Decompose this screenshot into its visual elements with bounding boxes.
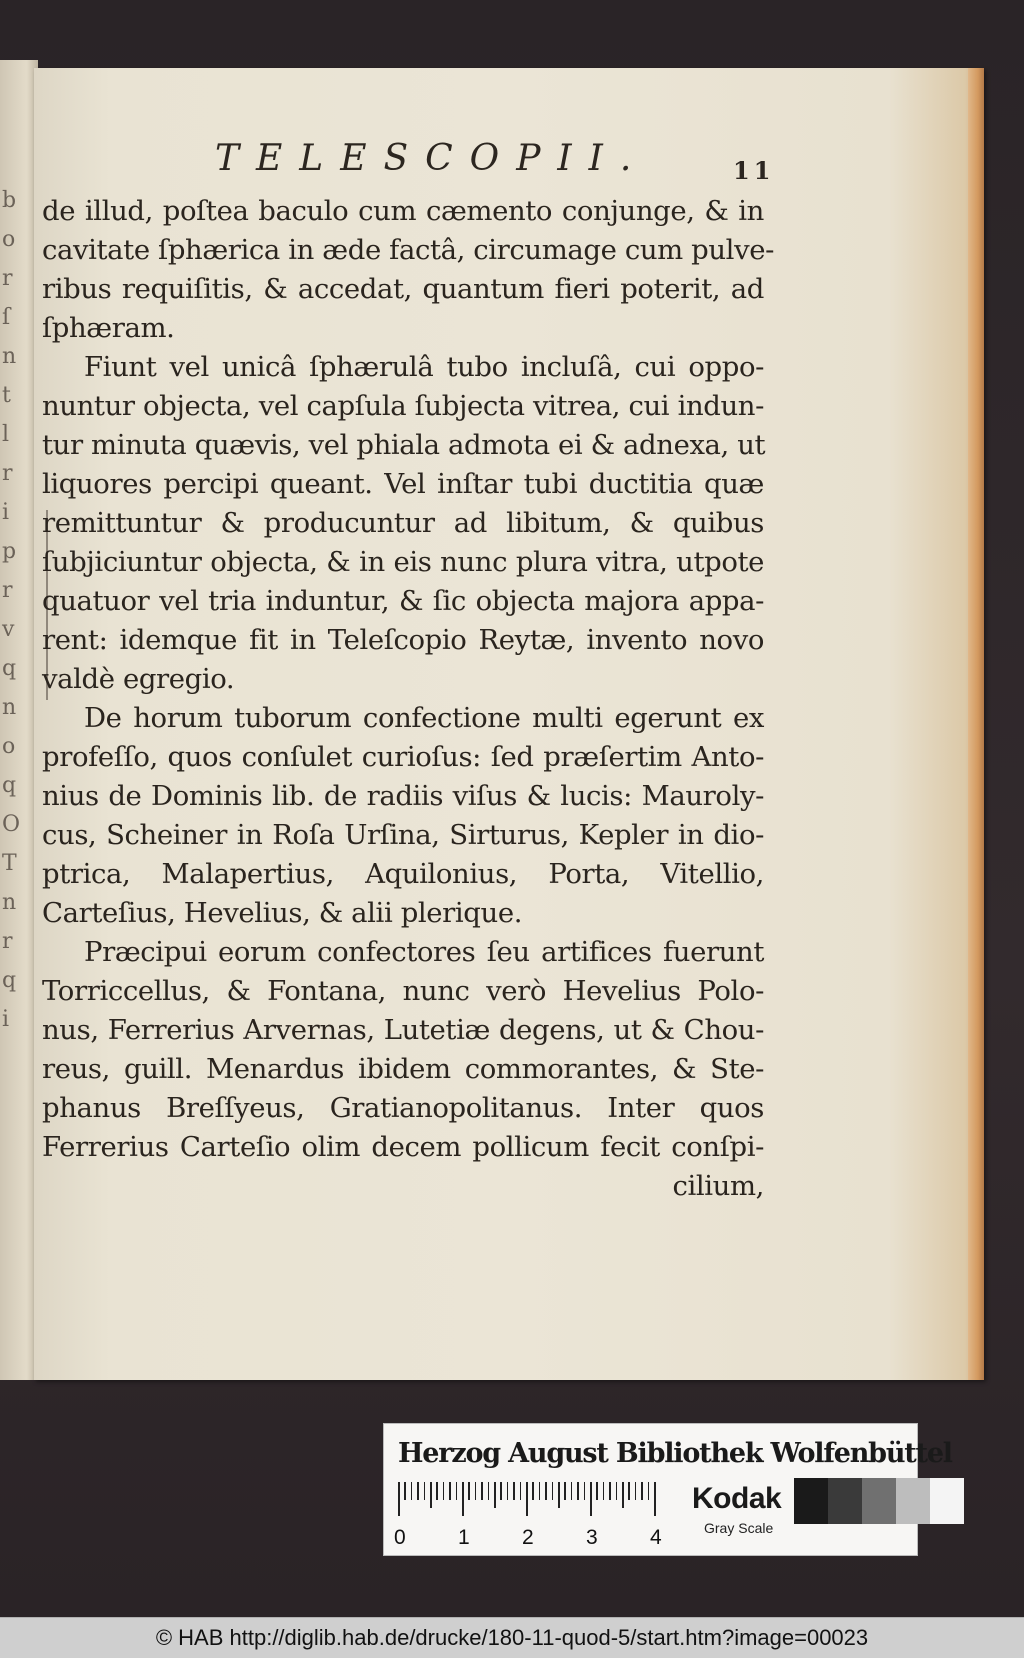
page-number: 11 — [733, 156, 775, 185]
ruler-tick — [539, 1482, 541, 1500]
ruler-tick — [456, 1482, 458, 1500]
text-line: profeſſo, quos conſulet curioſus: ſed præſertim Anto- — [42, 741, 764, 773]
gray-swatches — [794, 1478, 964, 1524]
ruler-tick — [628, 1482, 630, 1500]
page-edge — [968, 68, 984, 1380]
ruler-tick — [430, 1482, 432, 1508]
text-line: liquores percipi queant. Vel inſtar tubi ductitia quæ — [42, 468, 764, 500]
ruler-tick — [603, 1482, 605, 1500]
text-line: Torriccellus, & Fontana, nunc verò Hevelius Polo- — [42, 975, 764, 1007]
previous-page-letter: v — [2, 617, 15, 642]
previous-page-letter: p — [2, 539, 17, 564]
ruler-number: 3 — [586, 1526, 598, 1549]
ruler-tick — [494, 1482, 496, 1508]
previous-page-letter: i — [2, 500, 10, 525]
ruler-numbers — [394, 1526, 664, 1550]
text-line: Fiunt vel unicâ ſphærulâ tubo incluſâ, cui oppo- — [84, 351, 764, 383]
ruler-number: 4 — [650, 1526, 662, 1549]
ruler-tick — [398, 1482, 400, 1516]
ruler-tick — [648, 1482, 650, 1500]
ruler-tick — [475, 1482, 477, 1500]
ruler-tick — [635, 1482, 637, 1500]
previous-page-edge — [0, 60, 38, 1380]
ruler-number: 0 — [394, 1526, 406, 1549]
ruler-tick — [584, 1482, 586, 1500]
text-line: rent: idemque fit in Teleſcopio Reytæ, invento novo — [42, 624, 764, 656]
ruler-tick — [526, 1482, 528, 1516]
ruler-tick — [417, 1482, 419, 1500]
gray-swatch — [828, 1478, 862, 1524]
previous-page-letter: q — [2, 968, 17, 993]
previous-page-letter: r — [2, 929, 13, 954]
ruler-tick — [609, 1482, 611, 1500]
ruler-tick — [564, 1482, 566, 1500]
ruler-tick — [590, 1482, 592, 1516]
text-line: cus, Scheiner in Roſa Urſina, Sirturus, Kepler in dio- — [42, 819, 764, 851]
ruler-tick — [571, 1482, 573, 1500]
ruler-tick — [622, 1482, 624, 1508]
text-line: nus, Ferrerius Arvernas, Lutetiæ degens, ut & Chou- — [42, 1014, 764, 1046]
text-line: nuntur objecta, vel capſula ſubjecta vitrea, cui indun- — [42, 390, 764, 422]
ruler-tick — [488, 1482, 490, 1500]
text-line: quatuor vel tria induntur, & ſic objecta majora appa- — [42, 585, 764, 617]
text-line: cavitate ſphærica in æde factâ, circumage cum pulve- — [42, 234, 774, 266]
previous-page-letter: O — [2, 812, 21, 837]
ruler-tick — [520, 1482, 522, 1500]
ruler-tick — [532, 1482, 534, 1500]
text-line: ptrica, Malapertius, Aquilonius, Porta, Vitellio, — [42, 858, 764, 890]
text-line: Ferrerius Carteſio olim decem pollicum fecit conſpi- — [42, 1131, 764, 1163]
running-head: TELESCOPII. — [215, 138, 649, 179]
text-line: ribus requiſitis, & accedat, quantum fieri poterit, ad — [42, 273, 764, 305]
gray-scale-label: Gray Scale — [704, 1520, 774, 1536]
ruler-tick — [545, 1482, 547, 1500]
ruler-tick — [424, 1482, 426, 1500]
footer-link[interactable]: © HAB http://diglib.hab.de/drucke/180-11-quod-5/start.htm?image=00023 — [155, 1625, 869, 1650]
text-line: reus, guill. Menardus ibidem commorantes, & Ste- — [42, 1053, 764, 1085]
previous-page-letter: n — [2, 695, 17, 720]
ruler-tick — [616, 1482, 618, 1500]
previous-page-letter: r — [2, 266, 13, 291]
ruler-tick — [641, 1482, 643, 1500]
previous-page-letter: i — [2, 1007, 10, 1032]
previous-page-letter: o — [2, 227, 16, 252]
ruler-tick — [552, 1482, 554, 1500]
previous-page-letter: n — [2, 344, 17, 369]
ruler-tick — [507, 1482, 509, 1500]
ruler-number: 1 — [458, 1526, 470, 1549]
previous-page-letter: b — [2, 188, 17, 213]
text-line: phanus Breſſyeus, Gratianopolitanus. Inter quos — [42, 1092, 764, 1124]
text-line: de illud, poſtea baculo cum cæmento conjunge, & in — [42, 195, 764, 227]
ruler-tick — [558, 1482, 560, 1508]
ruler-scale — [398, 1482, 656, 1516]
text-line: tur minuta quævis, vel phiala admota ei & adnexa, ut — [42, 429, 766, 461]
gray-swatch — [896, 1478, 930, 1524]
text-line: valdè egregio. — [42, 663, 235, 695]
ruler-tick — [596, 1482, 598, 1500]
text-line: Præcipui eorum confectores ſeu artifices fuerunt — [84, 936, 764, 968]
ruler-tick — [462, 1482, 464, 1516]
previous-page-letter: l — [2, 422, 10, 447]
previous-page-letter: q — [2, 656, 17, 681]
ruler-tick — [654, 1482, 656, 1516]
gray-swatch — [862, 1478, 896, 1524]
ruler-number: 2 — [522, 1526, 534, 1549]
kodak-logo: Kodak — [692, 1482, 782, 1515]
ruler-tick — [500, 1482, 502, 1500]
text-line: ſphæram. — [42, 312, 175, 344]
text-line: cilium, — [672, 1170, 764, 1202]
ruler-tick — [577, 1482, 579, 1500]
footer-bar — [0, 1617, 1024, 1658]
previous-page-letter: q — [2, 773, 17, 798]
gray-swatch — [930, 1478, 964, 1524]
ruler-tick — [513, 1482, 515, 1500]
text-line: Carteſius, Hevelius, & alii plerique. — [42, 897, 523, 929]
previous-page-letter: T — [2, 851, 17, 876]
ruler-tick — [443, 1482, 445, 1500]
text-line: remittuntur & producuntur ad libitum, & quibus — [42, 507, 764, 539]
body-text — [42, 192, 774, 1206]
library-name: Herzog August Bibliothek Wolfenbüttel — [398, 1438, 952, 1469]
gray-swatch — [794, 1478, 828, 1524]
previous-page-letter: n — [2, 890, 17, 915]
previous-page-letter: o — [2, 734, 16, 759]
ruler-tick — [404, 1482, 406, 1500]
previous-page-letter: ſ — [2, 305, 11, 330]
previous-page-letter: r — [2, 461, 13, 486]
ruler-tick — [468, 1482, 470, 1500]
text-line: nius de Dominis lib. de radiis viſus & lucis: Mauroly- — [42, 780, 764, 812]
text-line: ſubjiciuntur objecta, & in eis nunc plura vitra, utpote — [42, 546, 764, 578]
ruler-tick — [449, 1482, 451, 1500]
ruler-tick — [481, 1482, 483, 1500]
previous-page-letter: r — [2, 578, 13, 603]
color-card — [383, 1423, 952, 1556]
previous-page-letter: t — [2, 383, 11, 408]
text-line: De horum tuborum confectione multi egerunt ex — [84, 702, 764, 734]
ruler-tick — [436, 1482, 438, 1500]
ruler-tick — [411, 1482, 413, 1500]
